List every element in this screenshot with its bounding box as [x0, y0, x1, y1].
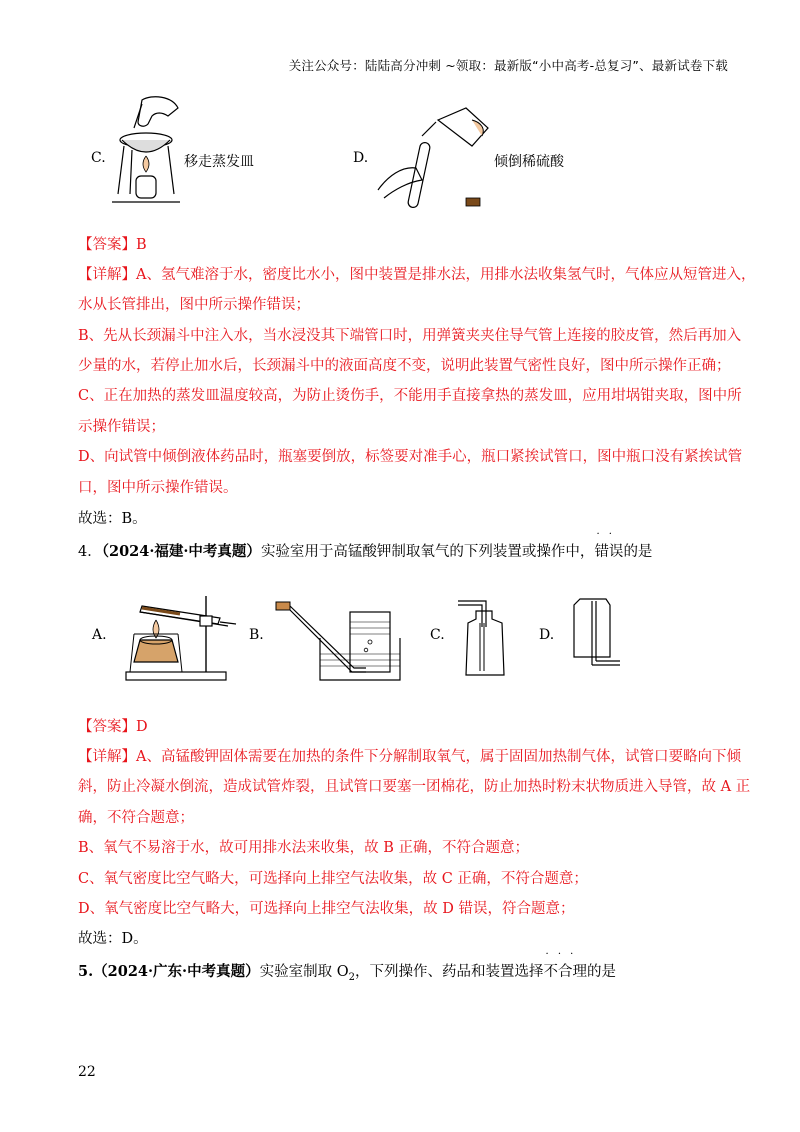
q3-detail-line-4: 少量的水，若停止加水后，长颈漏斗中的液面高度不变，说明此装置气密性良好，图中所示操作正确；: [78, 358, 731, 374]
q4-detail-line-4: B、氧气不易溶于水，故可用排水法来收集，故 B 正确，不符合题意；: [78, 840, 530, 856]
downward-air-collection-illustration: [566, 597, 624, 669]
q4-detail-line-1: 【详解】A、高锰酸钾固体需要在加热的条件下分解制取氧气，属于固固加热制气体，试管口要略向下倾: [78, 749, 741, 765]
evaporating-dish-illustration: [112, 94, 182, 214]
q3-detail-line-2: 水从长管排出，图中所示操作错误；: [78, 297, 310, 313]
water-displacement-illustration: [270, 598, 404, 680]
upward-air-collection-illustration: [452, 597, 516, 679]
q5-stem-post: 的是: [586, 964, 616, 980]
q4-source: （2024·福建·中考真题）: [101, 543, 261, 560]
q3-detail-line-8: 口，图中所示操作错误。: [78, 480, 238, 496]
page-header: 关注公众号：陆陆高分冲刺 ~领取：最新版“小中高考-总复习”、最新试卷下载: [288, 58, 728, 73]
q5-stem-emphasis: · · · 不合理: [543, 960, 587, 981]
q4-detail-line-3: 确，不符合题意；: [78, 810, 194, 826]
q3-detail-line-7: D、向试管中倾倒液体药品时，瓶塞要倒放，标签要对准手心，瓶口紧挨试管口，图中瓶口没有紧挨试管: [78, 449, 743, 465]
q5-stem-mid: ，下列操作、药品和装置选择: [354, 964, 544, 980]
q4-choice: 故选：D。: [78, 931, 148, 947]
q3-detail-line-5: C、正在加热的蒸发皿温度较高，为防止烫伤手，不能用手直接拿热的蒸发皿，应用坩埚钳夹取，图中所: [78, 388, 742, 404]
q5-stem: [78, 960, 616, 983]
q5-stem-pre: 实验室制取 O: [259, 964, 349, 980]
q4-number: 4．: [78, 544, 102, 560]
q3-detail-line-6: 示操作错误；: [78, 419, 165, 435]
q4-option-d-label: D.: [539, 627, 555, 643]
q3-choice: 故选：B。: [78, 511, 147, 527]
q4-stem-pre: 实验室用于高锰酸钾制取氧气的下列装置或操作中，: [260, 544, 595, 560]
q3-answer: 【答案】B: [78, 237, 147, 253]
q3-option-d-text: 倾倒稀硫酸: [494, 154, 564, 170]
q3-detail-line-3: B、先从长颈漏斗中注入水，当水浸没其下端管口时，用弹簧夹夹住导气管上连接的胶皮管，然后再加入: [78, 328, 742, 344]
q4-detail-line-6: D、氧气密度比空气略大，可选择向上排空气法收集，故 D 错误，符合题意；: [78, 901, 575, 917]
q3-option-d-label: D.: [353, 150, 369, 166]
q3-option-c-text: 移走蒸发皿: [184, 154, 254, 170]
q4-detail-line-2: 斜，防止冷凝水倒流，造成试管炸裂，且试管口要塞一团棉花，防止加热时粉末状物质进入导管，故 A 正: [78, 779, 751, 795]
q4-option-c-label: C.: [430, 627, 445, 643]
q4-answer: 【答案】D: [78, 719, 148, 735]
q5-subscript: 2: [348, 971, 355, 983]
q4-option-a-label: A.: [92, 627, 107, 643]
q4-stem-emphasis: · · 错误: [594, 540, 623, 561]
q4-detail-line-5: C、氧气密度比空气略大，可选择向上排空气法收集，故 C 正确，不符合题意；: [78, 871, 588, 887]
q4-option-b-label: B.: [249, 627, 264, 643]
q4-stem: [78, 540, 652, 561]
page-number: 22: [78, 1064, 96, 1080]
pour-acid-illustration: [376, 106, 500, 216]
q5-source: 5.（2024·广东·中考真题）: [78, 963, 260, 980]
heating-apparatus-illustration: [120, 590, 238, 682]
q3-detail-line-1: 【详解】A、氢气难溶于水，密度比水小，图中装置是排水法，用排水法收集氢气时，气体应从短管进入，: [78, 267, 756, 283]
q3-option-c-label: C.: [91, 150, 106, 166]
q4-stem-post: 的是: [623, 544, 653, 560]
